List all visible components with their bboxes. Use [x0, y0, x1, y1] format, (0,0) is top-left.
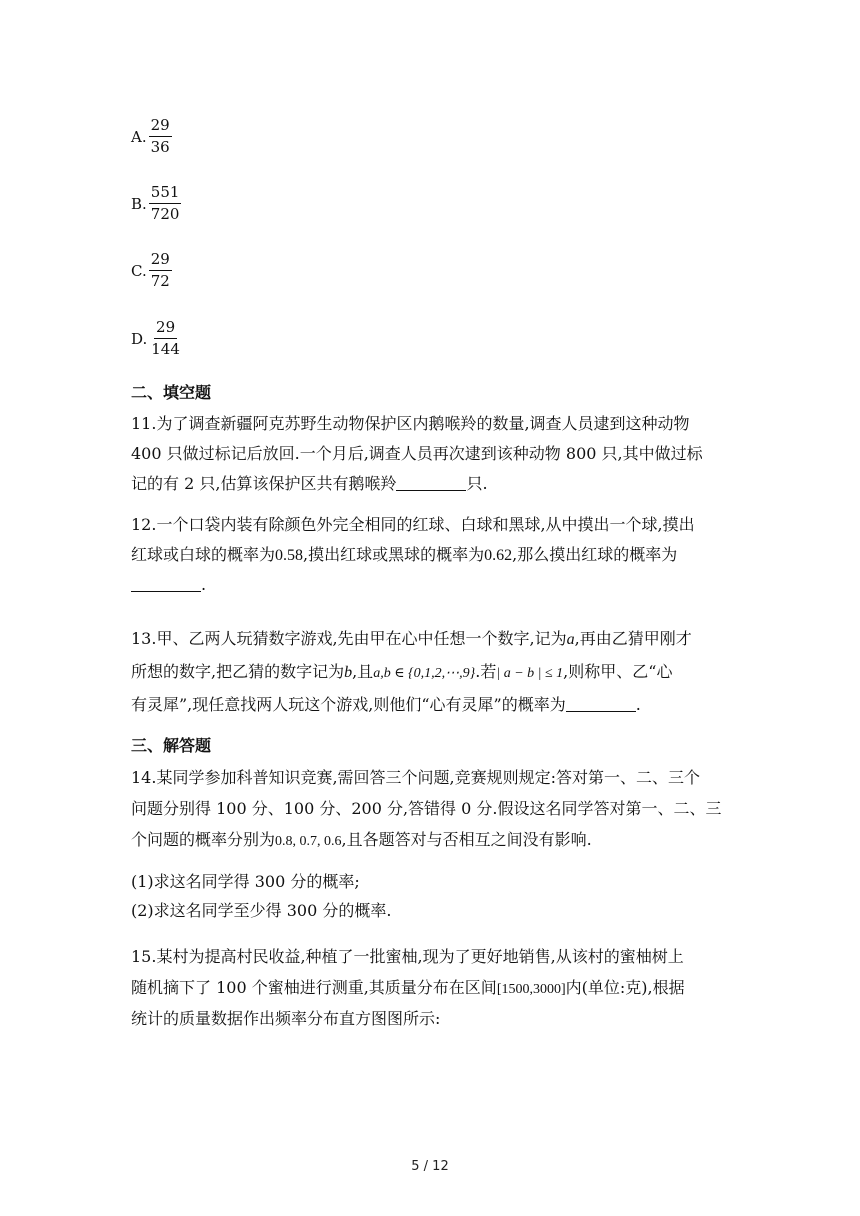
- question-11-line-1: 11.为了调查新疆阿克苏野生动物保护区内鹅喉羚的数量,调查人员逮到这种动物: [131, 414, 690, 433]
- question-13-tail: .: [635, 695, 641, 714]
- option-b-fraction: [149, 185, 182, 222]
- question-14-parts: [131, 867, 731, 925]
- question-12: [131, 510, 731, 600]
- question-13-text-c: 所想的数字,把乙猜的数字记为: [131, 662, 345, 681]
- question-12-text-b: ,摸出红球或黑球的概率为: [303, 545, 485, 564]
- question-11-line-2: 400 只做过标记后放回.一个月后,调查人员再次逮到该种动物 800 只,其中做过标: [131, 444, 703, 463]
- answer-blank-12: [131, 575, 201, 592]
- question-14-line-1: 14.某同学参加科普知识竞赛,需回答三个问题,竞赛规则规定:答对第一、二、三个: [131, 768, 701, 787]
- variable-a: a: [566, 631, 575, 648]
- question-14-text-a: 个问题的概率分别为: [131, 830, 276, 849]
- question-13-line-2: [131, 655, 731, 688]
- section-heading-solutions: 三、解答题: [131, 736, 212, 755]
- option-d: [131, 320, 182, 357]
- question-13-text-b: ,再由乙猜甲刚才: [574, 629, 692, 648]
- option-a-fraction: [149, 118, 172, 155]
- option-c-numerator: 29: [149, 252, 172, 271]
- answer-blank-11: [396, 474, 466, 491]
- question-12-text-c: ,那么摸出红球的概率为: [512, 545, 678, 564]
- question-13-text-g: 有灵犀”,现任意找两人玩这个游戏,则他们“心有灵犀”的概率为: [131, 695, 566, 714]
- question-14-part-2: (2)求这名同学至少得 300 分的概率.: [131, 901, 392, 920]
- probability-red-or-white: 0.58: [275, 547, 304, 564]
- question-12-line-1: 12.一个口袋内装有除颜色外完全相同的红球、白球和黑球,从中摸出一个球,摸出: [131, 515, 695, 534]
- option-b-label: B.: [131, 194, 147, 213]
- answer-probabilities: 0.8, 0.7, 0.6: [275, 834, 342, 849]
- question-12-line-3: [131, 570, 731, 600]
- set-expression: a,b ∈ {0,1,2,⋯,9}: [373, 666, 476, 681]
- question-14: [131, 762, 731, 855]
- question-13-text-f: ,则称甲、乙“心: [563, 662, 673, 681]
- mass-interval: [1500,3000]: [496, 982, 566, 997]
- question-12-line-2: [131, 540, 731, 570]
- option-b-numerator: 551: [149, 185, 182, 204]
- question-15-line-1: 15.某村为提高村民收益,种植了一批蜜柚,现为了更好地销售,从该村的蜜柚树上: [131, 947, 684, 966]
- option-c-label: C.: [131, 261, 147, 280]
- answer-blank-13: [566, 695, 636, 712]
- option-c: [131, 252, 172, 289]
- question-15-text-b: 内(单位:克),根据: [565, 978, 685, 997]
- question-12-text-a: 红球或白球的概率为: [131, 545, 276, 564]
- question-11-text: 记的有 2 只,估算该保护区共有鹅喉羚: [131, 474, 397, 493]
- option-a-denominator: 36: [150, 138, 170, 156]
- probability-red-or-black: 0.62: [484, 547, 513, 564]
- question-14-text-b: ,且各题答对与否相互之间没有影响.: [341, 830, 592, 849]
- question-11-line-3: [131, 469, 731, 499]
- section-heading-fill-in: 二、填空题: [131, 383, 212, 402]
- question-13-text-d: ,且: [352, 662, 374, 681]
- question-15-text-a: 随机摘下了 100 个蜜柚进行测重,其质量分布在区间: [131, 978, 497, 997]
- question-11-tail: 只.: [466, 474, 488, 493]
- inequality-expression: | a − b | ≤ 1: [496, 666, 564, 681]
- question-15: [131, 941, 731, 1034]
- option-c-fraction: [149, 252, 172, 289]
- option-a: [131, 118, 172, 155]
- question-12-tail: .: [201, 575, 207, 594]
- variable-b: b: [344, 664, 353, 681]
- question-13-line-1: [131, 622, 731, 655]
- option-d-denominator: 144: [151, 340, 180, 358]
- option-d-label: D.: [131, 329, 148, 348]
- option-b-denominator: 720: [150, 205, 180, 223]
- question-14-line-2: 问题分别得 100 分、100 分、200 分,答错得 0 分.假设这名同学答对第一、二、三: [131, 799, 722, 818]
- question-11: [131, 409, 731, 499]
- option-d-numerator: 29: [154, 320, 177, 339]
- option-c-denominator: 72: [150, 272, 170, 290]
- question-13-text-a: 13.甲、乙两人玩猜数字游戏,先由甲在心中任想一个数字,记为: [131, 629, 567, 648]
- option-a-label: A.: [131, 127, 147, 146]
- question-13-text-e: .若: [475, 662, 497, 681]
- option-b: [131, 185, 181, 222]
- question-14-part-1: (1)求这名同学得 300 分的概率;: [131, 872, 360, 891]
- question-15-line-2: [131, 972, 731, 1003]
- option-d-fraction: [149, 320, 182, 357]
- question-15-line-3: 统计的质量数据作出频率分布直方图图所示:: [131, 1009, 441, 1028]
- option-a-numerator: 29: [149, 118, 172, 137]
- question-13-line-3: [131, 688, 731, 721]
- question-14-line-3: [131, 824, 731, 855]
- question-13: [131, 622, 731, 721]
- page-number: 5 / 12: [411, 1159, 449, 1174]
